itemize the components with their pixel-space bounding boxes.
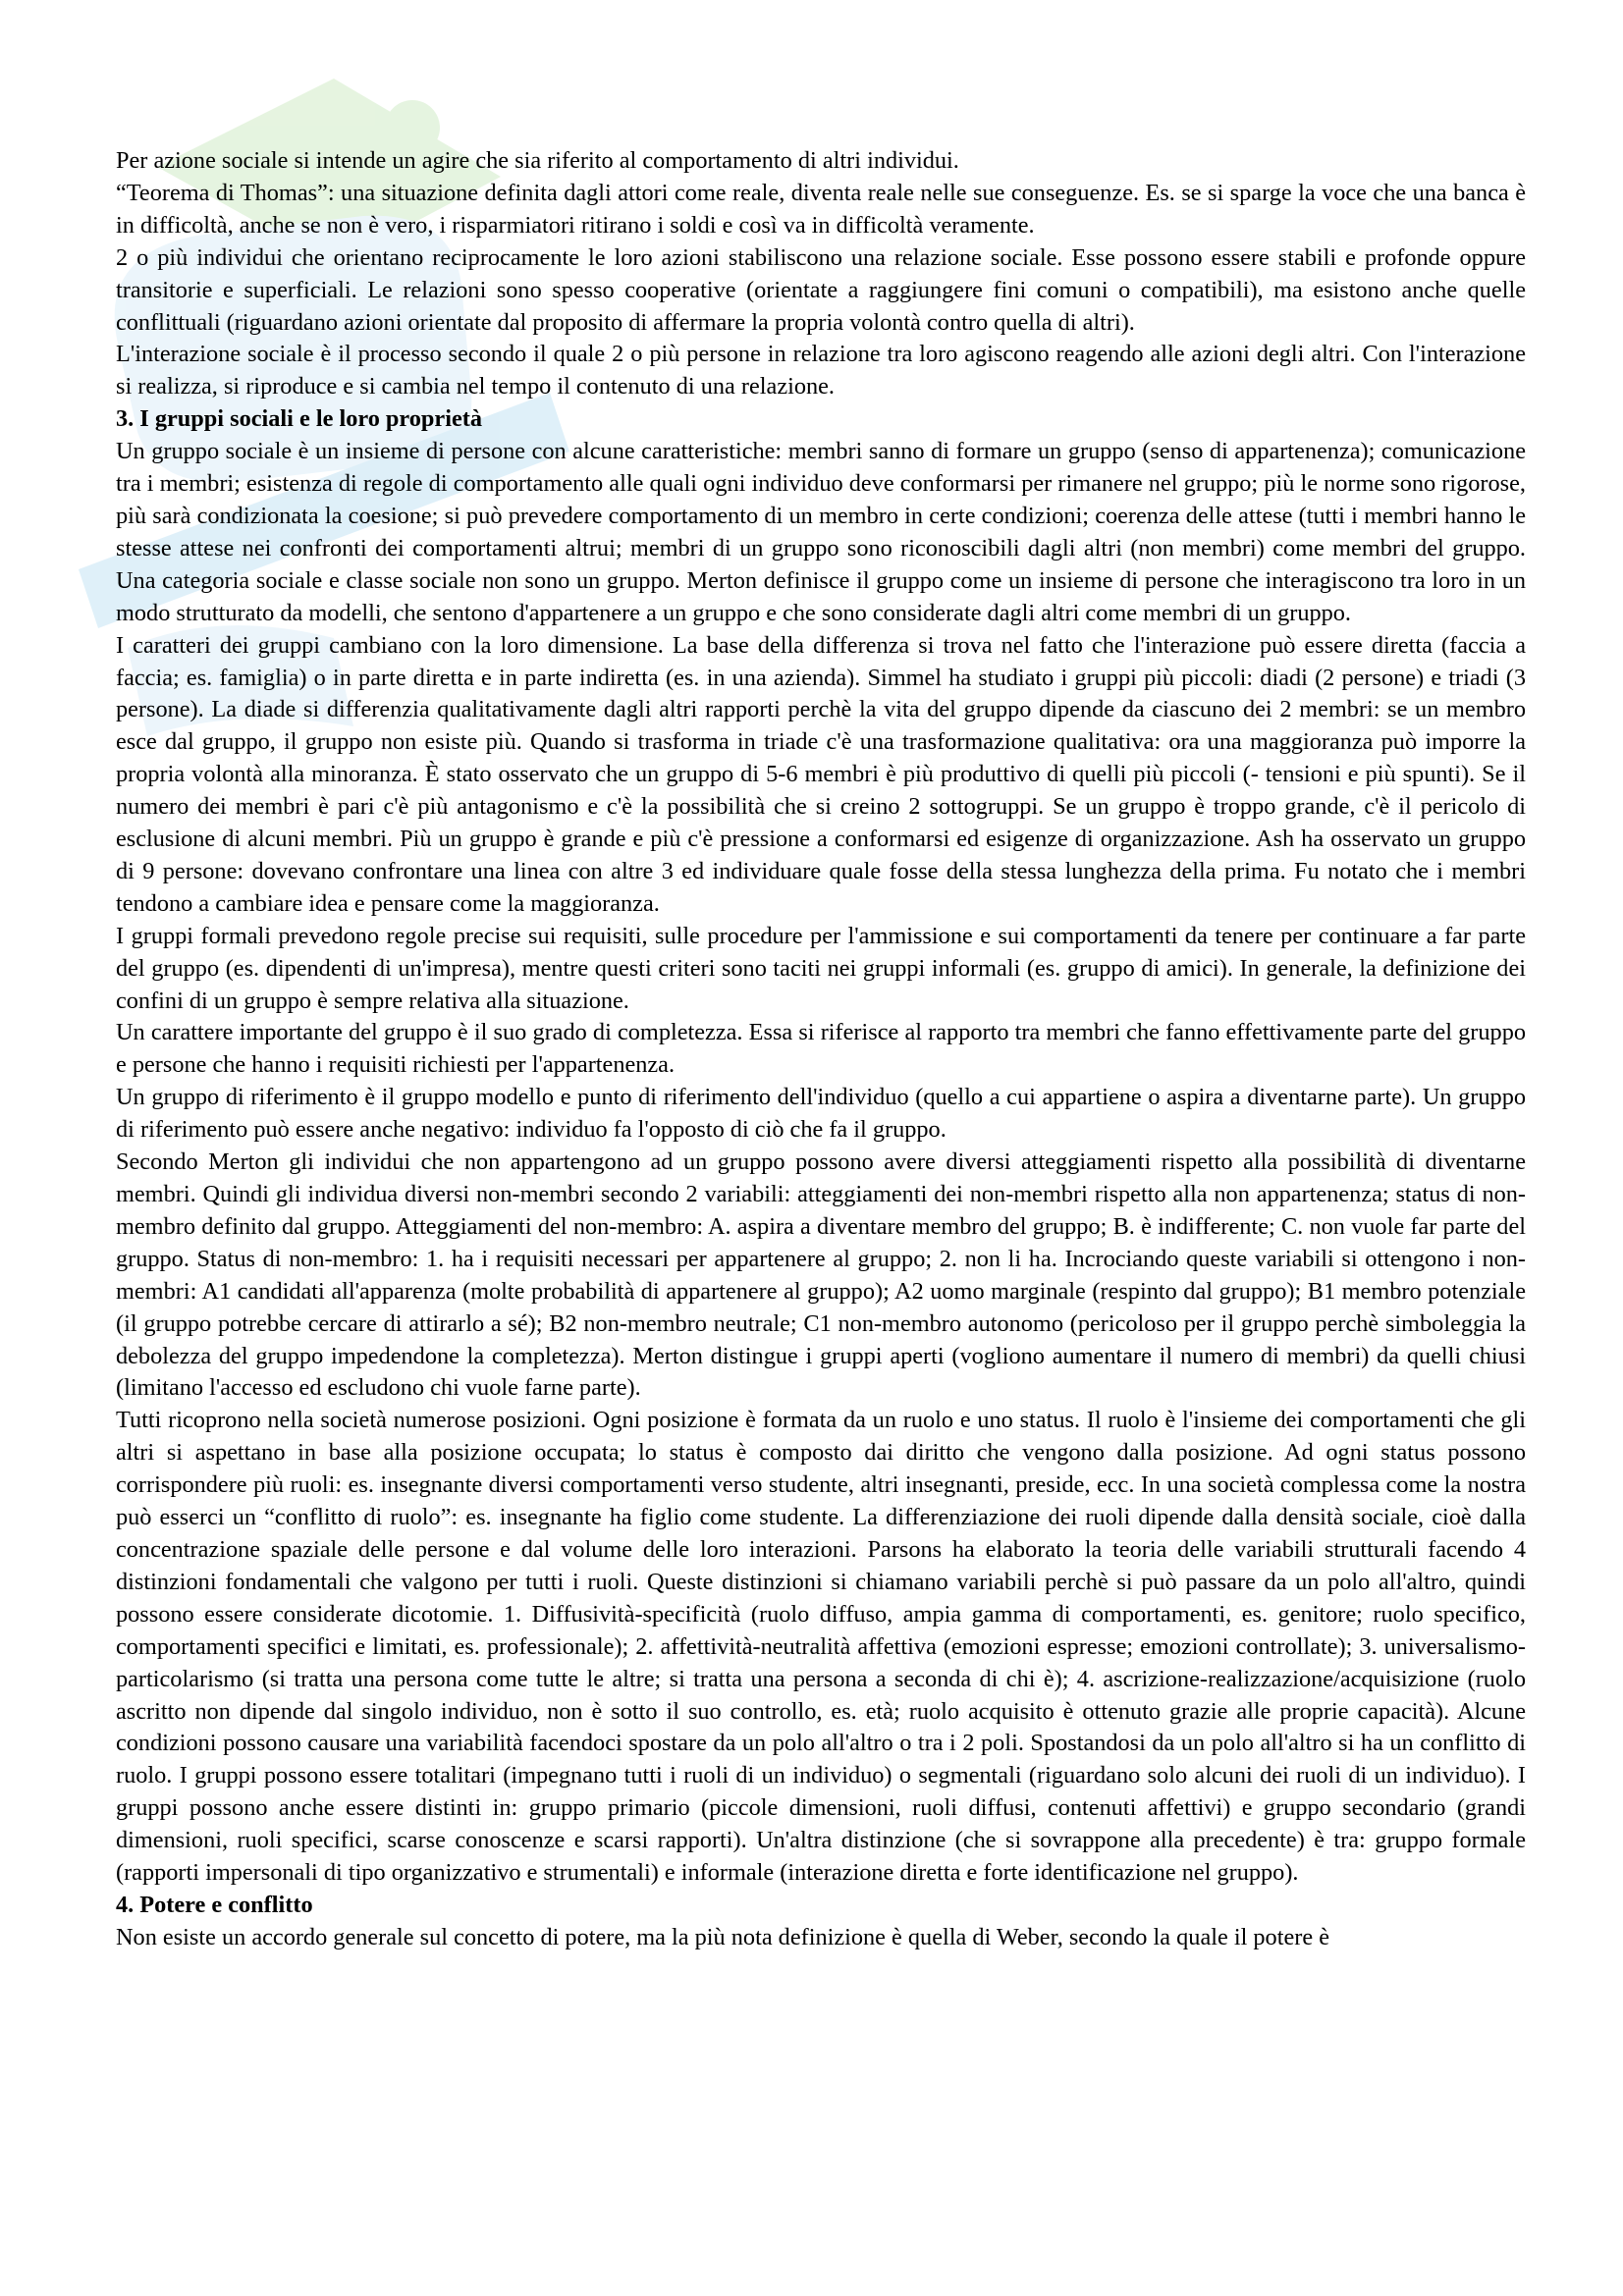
paragraph-dimensione-gruppi: I caratteri dei gruppi cambiano con la loro dimensione. La base della differenza si trova nel fatto che l'interazione può essere diretta (faccia a faccia; es. famiglia) o in parte diretta e in parte indiretta (es. in una azienda). Simmel ha studiato i gruppi più piccoli: diadi (2 persone) e triadi (3 persone). La diade si differenzia qualitativamente dagli altri rapporti perchè la vita del gruppo dipende da ciascuno dei 2 membri: se un membro esce dal gruppo, il gruppo non esiste più. Quando si trasforma in triade c'è una trasformazione qualitativa: ora una maggioranza può imporre la propria volontà alla minoranza. È stato osservato che un gruppo di 5-6 membri è più produttivo di quelli più piccoli (- tensioni e più spunti). Se il numero dei membri è pari c'è più antagonismo e c'è la possibilità che si creino 2 sottogruppi. Se un gruppo è troppo grande, c'è il pericolo di esclusione di alcuni membri. Più un gruppo è grande e più c'è pressione a conformarsi ed esigenze di organizzazione. Ash ha osservato un gruppo di 9 persone: dovevano confrontare una linea con altre 3 ed individuare quale fosse della stessa lunghezza della prima. Fu notato che i membri tendono a cambiare idea e pensare come la maggioranza. [116, 631, 1526, 917]
paragraph-gruppo-riferimento: Un gruppo di riferimento è il gruppo modello e punto di riferimento dell'individuo (quello a cui appartiene o aspira a diventarne parte). Un gruppo di riferimento può essere anche negativo: individuo fa l'opposto di ciò che fa il gruppo. [116, 1084, 1526, 1144]
section-heading-potere-conflitto: 4. Potere e conflitto [116, 1891, 313, 1918]
paragraph-teorema-thomas: “Teorema di Thomas”: una situazione definita dagli attori come reale, diventa reale nelle sue conseguenze. Es. se si sparge la voce che una banca è in difficoltà, anche se non è vero, i risparmiatori ritirano i soldi e così va in difficoltà veramente. [116, 179, 1526, 239]
document-page [116, 145, 1526, 1954]
paragraph-completezza: Un carattere importante del gruppo è il suo grado di completezza. Essa si riferisce al rapporto tra membri che fanno effettivamente parte del gruppo e persone che hanno i requisiti richiesti per l'appartenenza. [116, 1019, 1526, 1079]
paragraph-relazione-sociale: 2 o più individui che orientano reciprocamente le loro azioni stabiliscono una relazione sociale. Esse possono essere stabili e profonde oppure transitorie e superficiali. Le relazioni sono spesso cooperative (orientate a raggiungere fini comuni o compatibili), ma esistono anche quelle conflittuali (riguardano azioni orientate dal proposito di affermare la propria volontà contro quella di altri). [116, 243, 1526, 336]
section-heading-gruppi-sociali: 3. I gruppi sociali e le loro proprietà [116, 405, 482, 433]
paragraph-ruoli-status: Tutti ricoprono nella società numerose posizioni. Ogni posizione è formata da un ruolo e uno status. Il ruolo è l'insieme dei comportamenti che gli altri si aspettano in base alla posizione occupata; lo status è composto dai diritto che vengono dalla posizione. Ad ogni status possono corrispondere più ruoli: es. insegnante diversi comportamenti verso studente, altri insegnanti, preside, ecc. In una società complessa come la nostra può esserci un “conflitto di ruolo”: es. insegnante ha figlio come studente. La differenziazione dei ruoli dipende dalla densità sociale, cioè dalla concentrazione spaziale delle persone e dal volume delle loro interazioni. Parsons ha elaborato la teoria delle variabili strutturali facendo 4 distinzioni fondamentali che valgono per tutti i ruoli. Queste distinzioni si chiamano variabili perchè si può passare da un polo all'altro, quindi possono essere considerate dicotomie. 1. Diffusività-specificità (ruolo diffuso, ampia gamma di comportamenti, es. genitore; ruolo specifico, comportamenti specifici e limitati, es. professionale); 2. affettività-neutralità affettiva (emozioni espresse; emozioni controllate); 3. universalismo-particolarismo (si tratta una persona come tutte le altre; si tratta una persona a seconda di chi è); 4. ascrizione-realizzazione/acquisizione (ruolo ascritto non dipende dal singolo individuo, non è sotto il suo controllo, es. età; ruolo acquisito è ottenuto grazie alle proprie capacità). Alcune condizioni possono causare una variabilità facendoci spostare da un polo all'altro o tra i 2 poli. Spostandosi da un polo all'altro si ha un conflitto di ruolo. I gruppi possono essere totalitari (impegnano tutti i ruoli di un individuo) o segmentali (riguardano solo alcuni dei ruoli di un individuo). I gruppi possono anche essere distinti in: gruppo primario (piccole dimensioni, ruoli diffusi, contenuti affettivi) e gruppo secondario (grandi dimensioni, ruoli specifici, scarse conoscenze e scarsi rapporti). Un'altra distinzione (che si sovrappone alla precedente) è tra: gruppo formale (rapporti impersonali di tipo organizzativo e strumentali) e informale (interazione diretta e forte identificazione nel gruppo). [116, 1407, 1526, 1887]
paragraph-gruppi-formali: I gruppi formali prevedono regole precise sui requisiti, sulle procedure per l'ammissione e sui comportamenti da tenere per continuare a far parte del gruppo (es. dipendenti di un'impresa), mentre questi criteri sono taciti nei gruppi informali (es. gruppo di amici). In generale, la definizione dei confini di un gruppo è sempre relativa alla situazione. [116, 922, 1526, 1014]
paragraph-azione-sociale: Per azione sociale si intende un agire che sia riferito al comportamento di altri individui. [116, 147, 959, 174]
paragraph-potere-weber: Non esiste un accordo generale sul concetto di potere, ma la più nota definizione è quella di Weber, secondo la quale il potere è [116, 1923, 1329, 1950]
paragraph-gruppo-sociale: Un gruppo sociale è un insieme di persone con alcune caratteristiche: membri sanno di formare un gruppo (senso di appartenenza); comunicazione tra i membri; esistenza di regole di comportamento alle quali ogni individuo deve conformarsi per rimanere nel gruppo; più le norme sono rigorose, più sarà condizionata la coesione; si può prevedere comportamento di un membro in certe condizioni; coerenza delle attese (tutti i membri hanno le stesse attese nei confronti dei comportamenti altrui; membri di un gruppo sono riconoscibili dagli altri (non membri) come membri del gruppo. Una categoria sociale e classe sociale non sono un gruppo. Merton definisce il gruppo come un insieme di persone che interagiscono tra loro in un modo strutturato da modelli, che sentono d'appartenere a un gruppo e che sono considerate dagli altri come membri di un gruppo. [116, 438, 1526, 626]
paragraph-interazione-sociale: L'interazione sociale è il processo secondo il quale 2 o più persone in relazione tra loro agiscono reagendo alle azioni degli altri. Con l'interazione si realizza, si riproduce e si cambia nel tempo il contenuto di una relazione. [116, 341, 1526, 400]
paragraph-merton-non-membri: Secondo Merton gli individui che non appartengono ad un gruppo possono avere diversi atteggiamenti rispetto alla possibilità di diventarne membri. Quindi gli individua diversi non-membri secondo 2 variabili: atteggiamenti dei non-membri rispetto alla non appartenenza; status di non-membro definito dal gruppo. Atteggiamenti del non-membro: A. aspira a diventare membro del gruppo; B. è indifferente; C. non vuole far parte del gruppo. Status di non-membro: 1. ha i requisiti necessari per appartenere al gruppo; 2. non li ha. Incrociando queste variabili si ottengono i non-membri: A1 candidati all'apparenza (molte probabilità di appartenere al gruppo); A2 uomo marginale (respinto dal gruppo); B1 membro potenziale (il gruppo potrebbe cercare di attirarlo a sé); B2 non-membro neutrale; C1 non-membro autonomo (pericoloso per il gruppo perchè simboleggia la debolezza del gruppo impedendone la completezza). Merton distingue i gruppi aperti (vogliono aumentare il numero di membri) da quelli chiusi (limitano l'accesso ed escludono chi vuole farne parte). [116, 1148, 1526, 1402]
